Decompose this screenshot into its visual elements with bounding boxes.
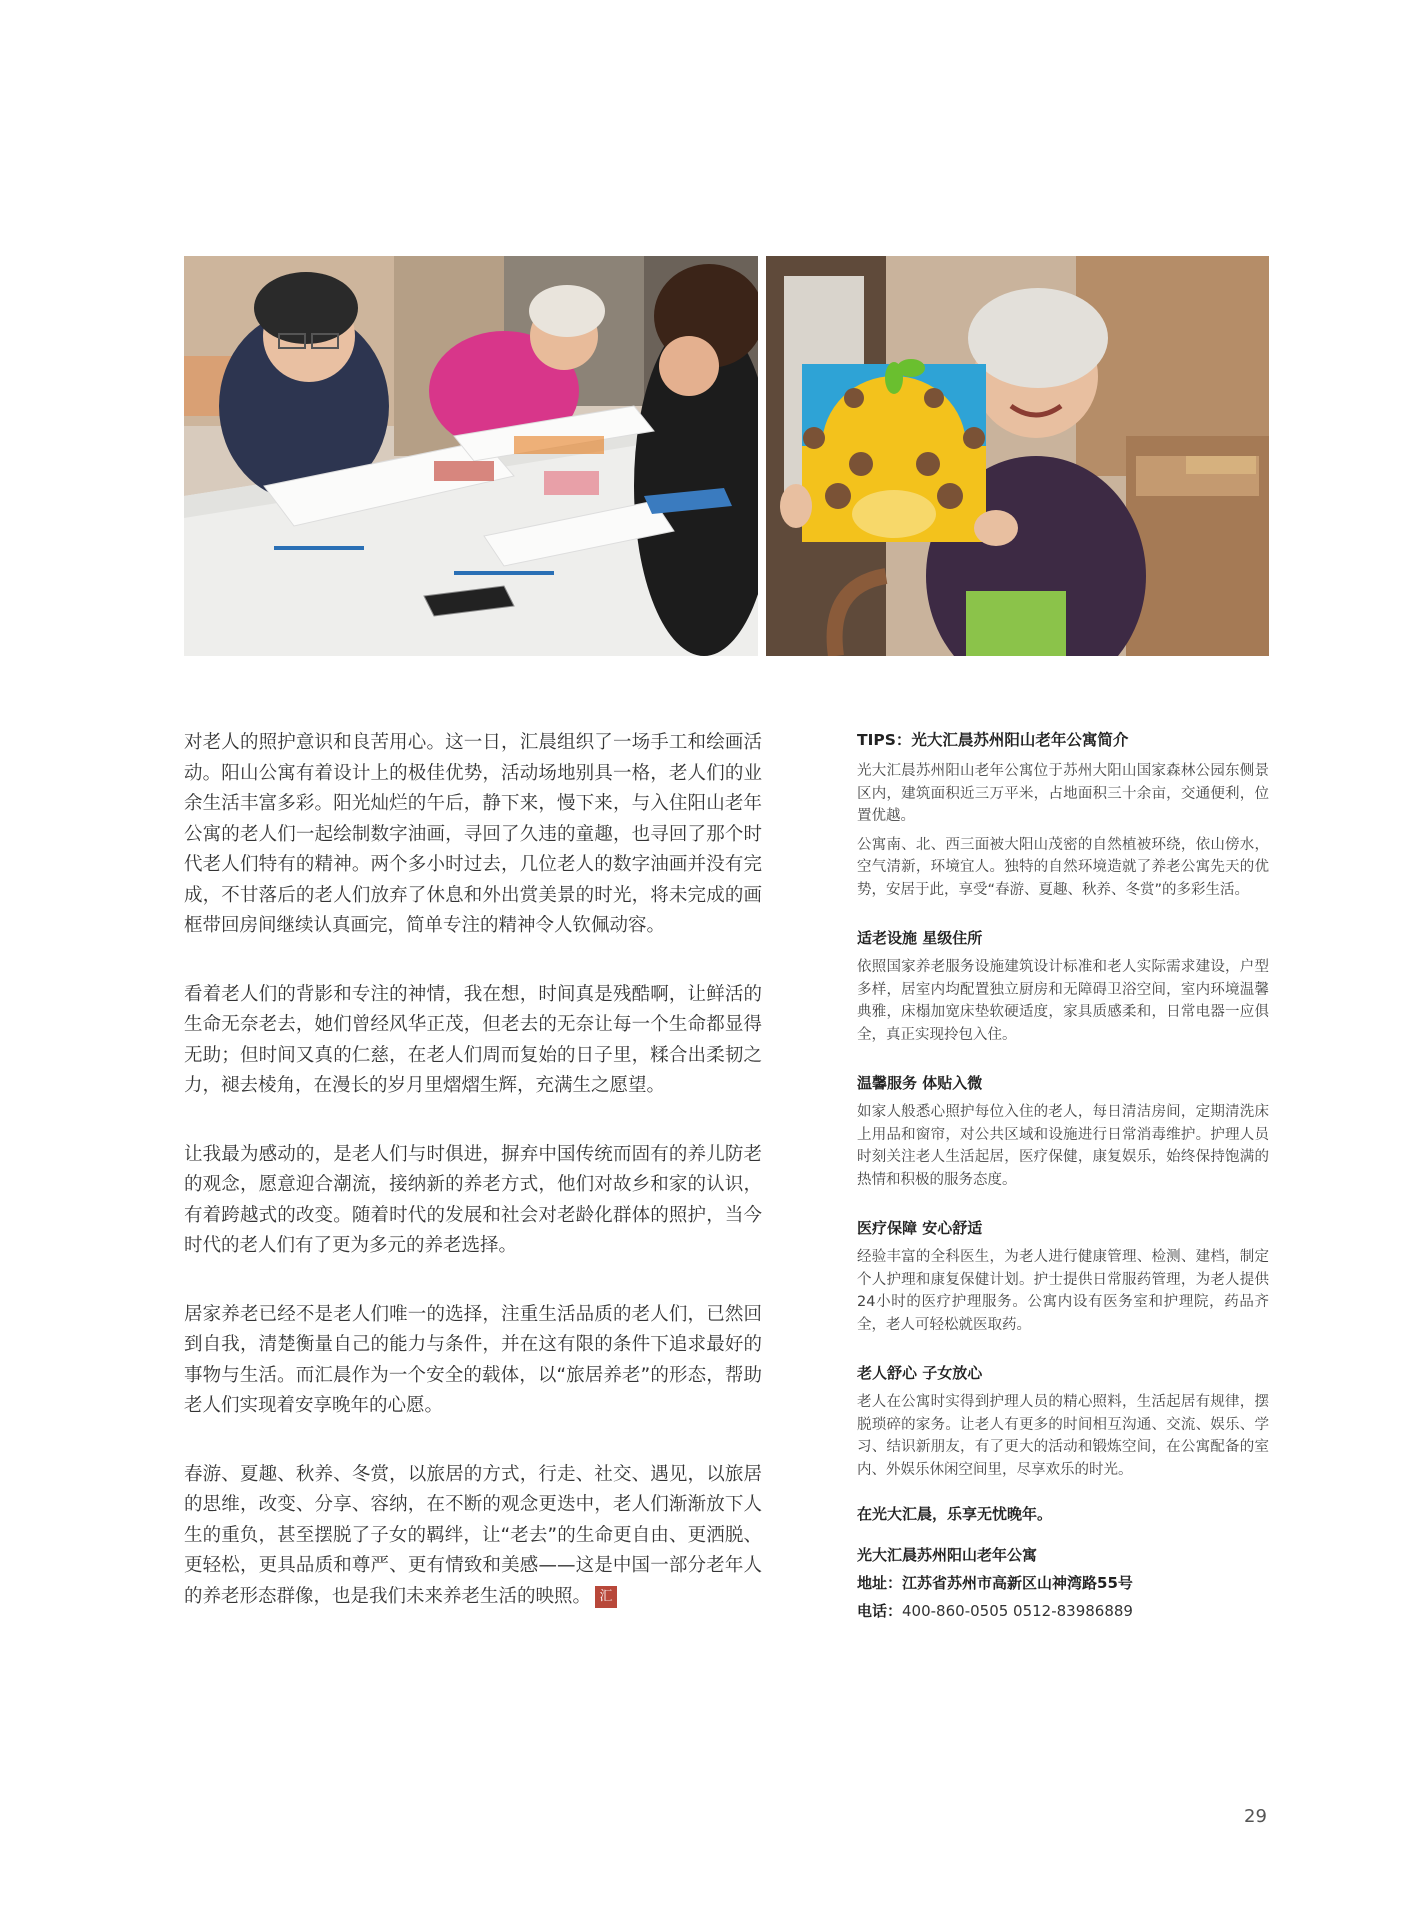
- phone-value: 400-860-0505 0512-83986889: [902, 1602, 1133, 1620]
- article-paragraph-5: [184, 1460, 762, 1613]
- address-value: 江苏省苏州市高新区山神湾路55号: [902, 1574, 1133, 1592]
- phone-label: 电话：: [857, 1602, 903, 1620]
- section-heading-medical: 医疗保障 安心舒适: [857, 1219, 983, 1237]
- article-paragraph-3: 让我最为感动的，是老人们与时俱进，摒弃中国传统而固有的养儿防老的观念，愿意迎合潮流，接纳新的养老方式，他们对故乡和家的认识，有着跨越式的改变。随着时代的发展和社会对老龄化群体的照护，当今时代的老人们有了更为多元的养老选择。: [184, 1143, 762, 1256]
- article-body: [184, 728, 762, 1650]
- page-number: 29: [1244, 1806, 1267, 1827]
- address-label: 地址：: [857, 1574, 903, 1592]
- section-body-medical: 经验丰富的全科医生，为老人进行健康管理、检测、建档，制定个人护理和康复保健计划。护士提供日常服药管理，为老人提供24小时的医疗护理服务。公寓内设有医务室和护理院，药品齐全，老人可轻松就医取药。: [857, 1249, 1269, 1333]
- tips-sidebar: [857, 728, 1269, 1628]
- article-paragraph-1: 对老人的照护意识和良苦用心。这一日，汇晨组织了一场手工和绘画活动。阳山公寓有着设计上的极佳优势，活动场地别具一格，老人们的业余生活丰富多彩。阳光灿烂的午后，静下来，慢下来，与入住阳山老年公寓的老人们一起绘制数字油画，寻回了久违的童趣，也寻回了那个时代老人们特有的精神。两个多小时过去，几位老人的数字油画并没有完成，不甘落后的老人们放弃了休息和外出赏美景的时光，将未完成的画框带回房间继续认真画完，简单专注的精神令人钦佩动容。: [184, 732, 762, 936]
- end-seal-icon: 汇: [595, 1586, 617, 1608]
- painting-activity-photo: [184, 256, 758, 656]
- tips-intro-1: 光大汇晨苏州阳山老年公寓位于苏州大阳山国家森林公园东侧景区内，建筑面积近三万平米，占地面积三十余亩，交通便利，位置优越。: [857, 763, 1269, 824]
- contact-name: 光大汇晨苏州阳山老年公寓: [857, 1546, 1038, 1564]
- section-body-facilities: 依照国家养老服务设施建筑设计标准和老人实际需求建设，户型多样，居室内均配置独立厨房和无障碍卫浴空间，室内环境温馨典雅，床榻加宽床垫软硬适度，家具质感柔和，日常电器一应俱全，真正实现拎包入住。: [857, 959, 1269, 1043]
- section-heading-facilities: 适老设施 星级住所: [857, 929, 983, 947]
- contact-phone: [857, 1600, 1269, 1622]
- article-paragraph-5-text: 春游、夏趣、秋养、冬赏，以旅居的方式，行走、社交、遇见，以旅居的思维，改变、分享、容纳，在不断的观念更迭中，老人们渐渐放下人生的重负，甚至摆脱了子女的羁绊，让“老去”的生命更自由、更洒脱、更轻松，更具品质和尊严、更有情致和美感——这是中国一部分老年人的养老形态群像，也是我们未来养老生活的映照。: [184, 1463, 762, 1607]
- section-body-service: 如家人般悉心照护每位入住的老人，每日清洁房间，定期清洗床上用品和窗帘，对公共区域和设施进行日常消毒维护。护理人员时刻关注老人生活起居，医疗保健，康复娱乐，始终保持饱满的热情和积极的服务态度。: [857, 1104, 1269, 1188]
- contact-address: [857, 1572, 1269, 1594]
- slogan: 在光大汇晨，乐享无忧晚年。: [857, 1505, 1053, 1523]
- giraffe-painting-photo: [766, 256, 1269, 656]
- article-paragraph-4: 居家养老已经不是老人们唯一的选择，注重生活品质的老人们，已然回到自我，清楚衡量自己的能力与条件，并在这有限的条件下追求最好的事物与生活。而汇晨作为一个安全的载体，以“旅居养老”的形态，帮助老人们实现着安享晚年的心愿。: [184, 1303, 762, 1416]
- section-heading-peace-of-mind: 老人舒心 子女放心: [857, 1364, 983, 1382]
- section-heading-service: 温馨服务 体贴入微: [857, 1074, 983, 1092]
- article-paragraph-2: 看着老人们的背影和专注的神情，我在想，时间真是残酷啊，让鲜活的生命无奈老去，她们曾经风华正茂，但老去的无奈让每一个生命都显得无助；但时间又真的仁慈，在老人们周而复始的日子里，糅合出柔韧之力，褪去棱角，在漫长的岁月里熠熠生辉，充满生之愿望。: [184, 983, 762, 1096]
- tips-intro-2: 公寓南、北、西三面被大阳山茂密的自然植被环绕，依山傍水，空气清新，环境宜人。独特的自然环境造就了养老公寓先天的优势，安居于此，享受“春游、夏趣、秋养、冬赏”的多彩生活。: [857, 836, 1269, 898]
- tips-title: TIPS：光大汇晨苏州阳山老年公寓简介: [857, 731, 1129, 749]
- section-body-peace-of-mind: 老人在公寓时实得到护理人员的精心照料，生活起居有规律，摆脱琐碎的家务。让老人有更多的时间相互沟通、交流、娱乐、学习、结识新朋友，有了更大的活动和锻炼空间，在公寓配备的室内、外娱乐休闲空间里，尽享欢乐的时光。: [857, 1394, 1269, 1478]
